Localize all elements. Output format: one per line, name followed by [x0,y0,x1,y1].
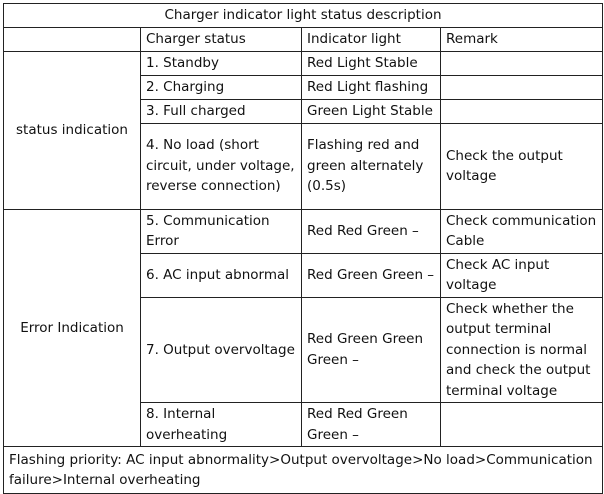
indicator-cell: Red Green Green Green – [302,297,441,403]
remark-cell [441,75,603,99]
header-indicator-light: Indicator light [302,27,441,51]
remark-cell: Check communication Cable [441,209,603,253]
status-cell: 2. Charging [141,75,302,99]
status-cell: 3. Full charged [141,99,302,123]
table-row [4,51,603,75]
header-blank-cell [4,27,141,51]
indicator-cell: Red Light flashing [302,75,441,99]
indicator-cell: Red Red Green Green – [302,403,441,447]
remark-cell [441,51,603,75]
status-cell: 6. AC input abnormal [141,253,302,297]
indicator-cell: Red Green Green – [302,253,441,297]
remark-cell: Check whether the output terminal connection is normal and check the output terminal voltage [441,297,603,403]
header-charger-status: Charger status [141,27,302,51]
remark-cell [441,99,603,123]
status-cell: 8. Internal overheating [141,403,302,447]
flashing-priority-note: Flashing priority: AC input abnormality>Output overvoltage>No load>Communication failure>Internal overheating [4,447,603,494]
remark-cell: Check AC input voltage [441,253,603,297]
status-cell: 1. Standby [141,51,302,75]
remark-cell: Check the output voltage [441,123,603,209]
indicator-cell: Red Red Green – [302,209,441,253]
table-row [4,209,603,253]
table-title: Charger indicator light status description [4,4,603,28]
document-page [3,3,602,488]
status-cell: 7. Output overvoltage [141,297,302,403]
group-status-indication: status indication [4,51,141,209]
indicator-cell: Green Light Stable [302,99,441,123]
status-cell: 4. No load (short circuit, under voltage, reverse connection) [141,123,302,209]
indicator-cell: Red Light Stable [302,51,441,75]
indicator-cell: Flashing red and green alternately (0.5s) [302,123,441,209]
charger-status-table [3,3,603,494]
group-error-indication: Error Indication [4,209,141,447]
header-remark: Remark [441,27,603,51]
status-cell: 5. Communication Error [141,209,302,253]
remark-cell [441,403,603,447]
